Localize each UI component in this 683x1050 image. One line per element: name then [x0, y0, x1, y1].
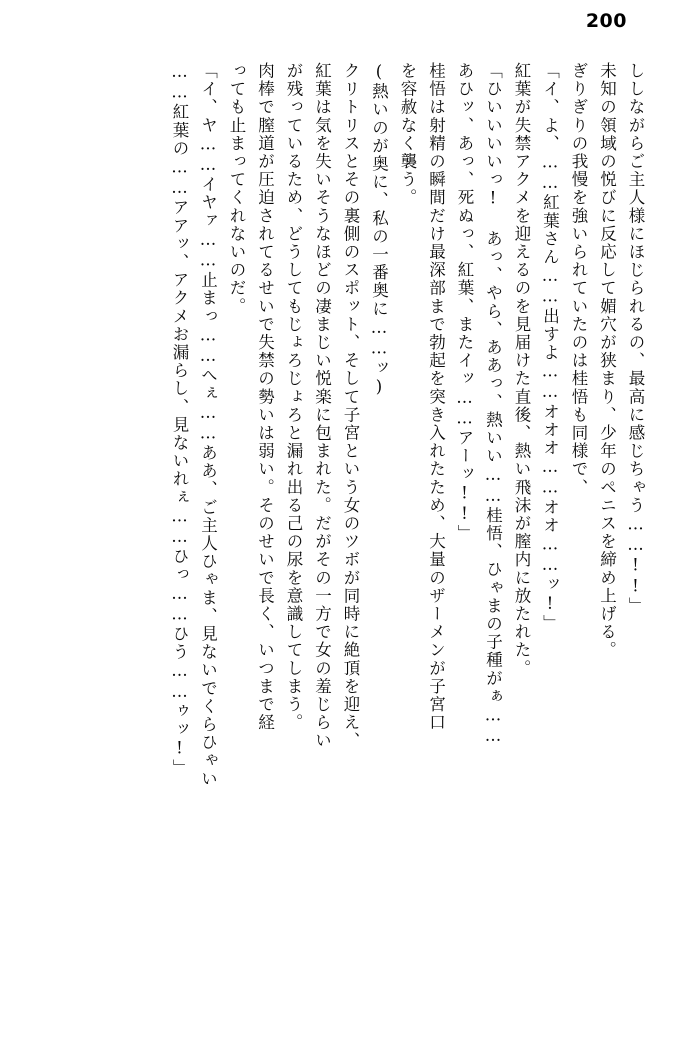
text-column: 紅葉が失禁アクメを迎えるのを見届けた直後、熱い飛沫が膣内に放たれた。 — [512, 62, 531, 678]
text-column: 肉棒で膣道が圧迫されてるせいで失禁の勢いは弱い。そのせいで長く、いつまで経 — [255, 62, 275, 732]
text-column: 桂悟は射精の瞬間だけ最深部まで勃起を突き入れたため、大量のザーメンが子宮口 — [426, 62, 446, 732]
text-column: 紅葉は気を失いそうなほどの凄まじい悦楽に包まれた。だがその一方で女の羞じらい — [312, 62, 332, 750]
text-column: 「イ、よ、……紅葉さん……出すよ……オオオ……オオ……ッ!」 — [540, 62, 560, 633]
text-column: (熱いのが奥に、私の一番奥に……ッ) — [369, 62, 389, 398]
text-column: 未知の領域の悦びに反応して媚穴が狭まり、少年のペニスを締め上げる。 — [597, 62, 617, 660]
page-number: 200 — [585, 10, 627, 32]
text-column: ししながらご主人様にほじられるの、最高に感じちゃう……!!」 — [626, 62, 645, 615]
text-column: っても止まってくれないのだ。 — [227, 62, 246, 316]
text-column: を容赦なく襲う。 — [398, 62, 417, 207]
text-column: あひッ、あっ、死ぬっ、紅葉、またイッ……アーッ!!」 — [455, 62, 474, 543]
text-column: ……紅葉の……アアッ、アクメお漏らし、見ないれぇ……ひっ……ひう……ゥッ!」 — [170, 62, 189, 778]
text-column: が残っているため、どうしてもじょろじょろと漏れ出る己の尿を意識してしまう。 — [284, 62, 303, 732]
text-column: ぎりぎりの我慢を強いられていたのは桂悟も同様で、 — [569, 62, 588, 497]
vertical-text-body — [36, 62, 643, 1022]
text-column: 「ひいいいいっ! あっ、やら、ああっ、熱いい……桂悟、ひゃまの子種がぁ…… — [483, 62, 503, 747]
text-column: クリトリスとその裏側のスポット、そして子宮という女のツボが同時に絶頂を迎え、 — [341, 62, 360, 750]
text-column: 「イ、ヤ……イヤァ……止まっ……へぇ……ああ、ご主人ひゃま、見ないでくらひゃい — [198, 62, 218, 788]
